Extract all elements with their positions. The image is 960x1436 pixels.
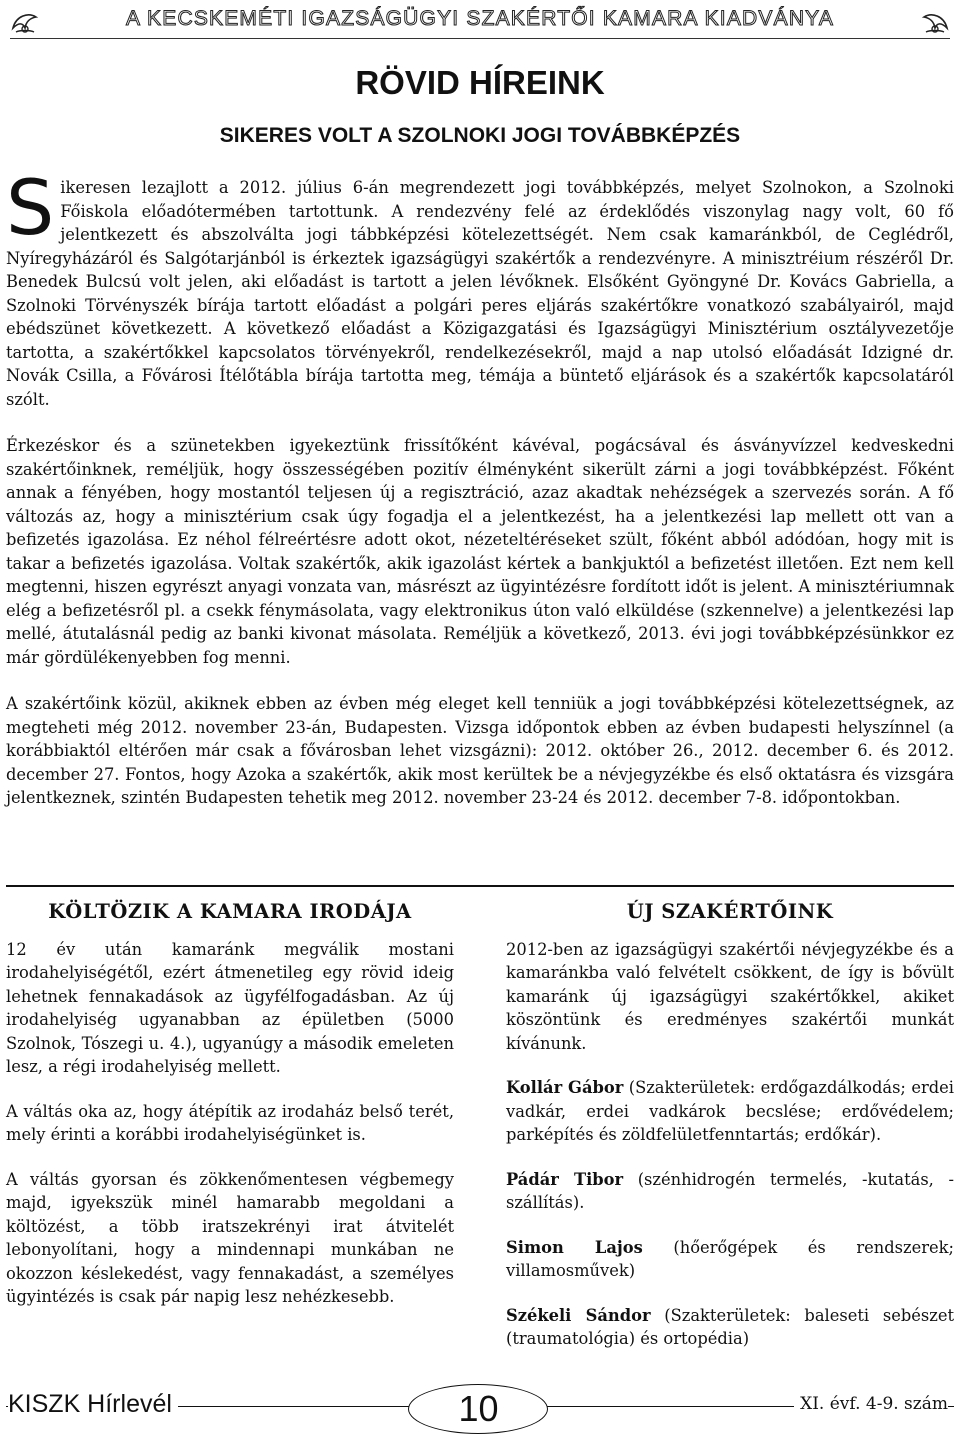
expert-details: (szénhidrogén termelés, -kutatás, -szállítás). bbox=[506, 1169, 954, 1212]
office-move-column bbox=[6, 900, 454, 1309]
article-paragraph-text: ikeresen lezajlott a 2012. július 6-án megrendezett jogi továbbképzés, melyet Szolnokon, a Szolnoki Főiskola előadótermében tartottunk. A rendezvény felé az érdeklődés viszonylag nagy volt, 60 fő jelentkezett és abszolválta jogi tábbképzési kötelezettségét. Nem csak kamaránkból, de Ceglédről, Nyíregyházáról és Salgótarjánból is érkeztek igazságügyi szakértők a rendezvényre. A minisztréium részéről Dr. Benedek Bulcsú volt jelen, aki előadást is tartott a jelen lévőknek. Elsőként Gyöngyné Dr. Kovács Gabriella, a Szolnoki Törvényszék bírája tartott előadást a polgári peres eljárás szakértőkre vonatkozó szabályairól, majd ebédszünet következett. A következő előadást a Közigazgatási és Igazságügyi Minisztérium osztályvezetője tartotta, a szakértőkkel kapcsolatos törvényekről, rendelkezésekről, majd a nap utolsó előadását Idzigné dr. Novák Csilla, a Fővárosi Ítélőtábla bírája tartotta meg, témája a büntető eljárások és a szakértők kapcsolatáról szólt. bbox=[6, 178, 954, 409]
column-paragraph: 2012-ben az igazságügyi szakértői névjegyzékbe és a kamaránkba való felvételt csökkent, de így is bővült kamaránk új igazságügyi szakértőkkel, akiket köszöntünk és eredményes szakértői munkát kívánunk. bbox=[506, 939, 954, 1053]
expert-name: Kollár Gábor bbox=[506, 1078, 624, 1097]
page-header bbox=[0, 0, 960, 44]
expert-name: Székeli Sándor bbox=[506, 1305, 651, 1325]
newsletter-name: KISZK Hírlevél bbox=[8, 1390, 178, 1419]
expert-details: (Szakterületek: erdőgazdálkodás; erdei vadkár, erdei vadkárok becslése; erdővédelem; parképítés és zöldfelületfenntartás; erdőkár). bbox=[506, 1078, 955, 1144]
issue-label: XI. évf. 4-9. szám bbox=[794, 1394, 948, 1414]
expert-name: Simon Lajos bbox=[506, 1237, 643, 1257]
article-title: SIKERES VOLT A SZOLNOKI JOGI TOVÁBBKÉPZÉS bbox=[219, 124, 741, 147]
column-title: ÚJ SZAKÉRTŐINK bbox=[626, 900, 834, 923]
expert-name: Pádár Tibor bbox=[506, 1169, 624, 1189]
column-paragraph: A váltás oka az, hogy átépítik az irodaház belső terét, mely érinti a korábbi irodahelyiségünket is. bbox=[6, 1101, 454, 1144]
column-title: KÖLTÖZIK A KAMARA IRODÁJA bbox=[48, 900, 412, 923]
ornament-icon bbox=[10, 8, 40, 36]
article-paragraph: A szakértőink közül, akiknek ebben az évben még eleget kell tenniük a jogi továbbképzési kötelezettségnek, az megteheti még 2012. november 23-án, Budapesten. Vizsga időpontok ebben az évben budapesti helyszínnel (a korábbiaktól eltérően már csak a fővárosban lehet vizsgázni): 2012. október 26., 2012. december 6. és 2012. december 27. Fontos, hogy Azoka a szakértők, akik most kerültek be a névjegyzékbe és első oktatásra és vizsgára jelentkeznek, szintén Budapesten tehetik meg 2012. november 23-24 és 2012. december 7-8. időpontokban. bbox=[6, 694, 954, 807]
article-body bbox=[6, 163, 954, 810]
publication-title: A KECSKEMÉTI IGAZSÁGÜGYI SZAKÉRTŐI KAMARA KIADVÁNYA bbox=[125, 7, 835, 30]
page-footer bbox=[0, 1384, 960, 1436]
expert-entry bbox=[506, 1236, 954, 1283]
expert-details: (hőerőgépek és rendszerek; villamosművek) bbox=[506, 1237, 954, 1280]
section-divider bbox=[6, 885, 954, 887]
header-rule bbox=[10, 38, 950, 39]
section-title: RÖVID HÍREINK bbox=[355, 64, 605, 101]
page-number: 10 bbox=[458, 1388, 499, 1429]
new-experts-column bbox=[506, 900, 954, 1351]
expert-entry bbox=[506, 1168, 954, 1215]
expert-entry bbox=[506, 1076, 954, 1147]
article-paragraph: Érkezéskor és a szünetekben igyekeztünk frissítőként kávéval, pogácsával és ásványvízzel kedveskedni szakértőinknek, reméljük, hogy összességében pozitív élményként sikerült zárni a jogi továbbképzést. Főként annak a fényében, hogy mostantól teljesen új a regisztráció, azaz akadtak nehézségek a szervezés során. A fő változás az, hogy a minisztérium csak úgy fogadja el a jelentkezést, ha a jelentkezési lap mellett ott van a befizetés igazolása. Ez néhol félreértésre adott okot, nézeteltéréseket szült, főként abból adódóan, hogy mit is takar a befizetés igazolása. Voltak szakértők, akik igazolást kértek a bankjuktól a befizetést illetően. Ezt nem kell megtenni, hiszen egyrészt anyagi vonzata van, másrészt az ügyintézésre fordított időt is jelent. A minisztériumnak elég a befizetésről pl. a csekk fénymásolata, vagy elektronikus úton való elküldése (szkennelve) a jelentkezési lap mellé, átutalásnál pedig az banki kivonat másolata. Reméljük a következő, 2013. évi jogi továbbképzésünkkor ez már gördülékenyebben fog menni. bbox=[6, 436, 954, 667]
drop-cap: S bbox=[6, 163, 55, 252]
expert-entry bbox=[506, 1304, 954, 1351]
column-paragraph: A váltás gyorsan és zökkenőmentesen végbemegy majd, igyekszük minél hamarabb megoldani a költözést, a több iratszekrényi irat átvitelét lebonyolítani, hogy a mindennapi munkában ne okozzon késlekedést, vagy fennakadást, a személyes ügyintézés is csak pár napig lesz nehézkesebb. bbox=[6, 1169, 454, 1306]
article-paragraph bbox=[6, 163, 954, 411]
column-paragraph: 12 év után kamaránk megválik mostani irodahelyiségétől, ezért átmenetileg egy rövid ideig lehetnek fennakadások az ügyfélfogadásban. Az új irodahelyiség ugyanabban az épületben (5000 Szolnok, Tószegi u. 4.), ugyanúgy a második emeleten lesz, a régi irodahelyiség mellett. bbox=[6, 939, 454, 1076]
expert-details: (Szakterületek: baleseti sebészet (traumatológia) és ortopédia) bbox=[506, 1305, 954, 1348]
ornament-icon bbox=[920, 8, 950, 36]
